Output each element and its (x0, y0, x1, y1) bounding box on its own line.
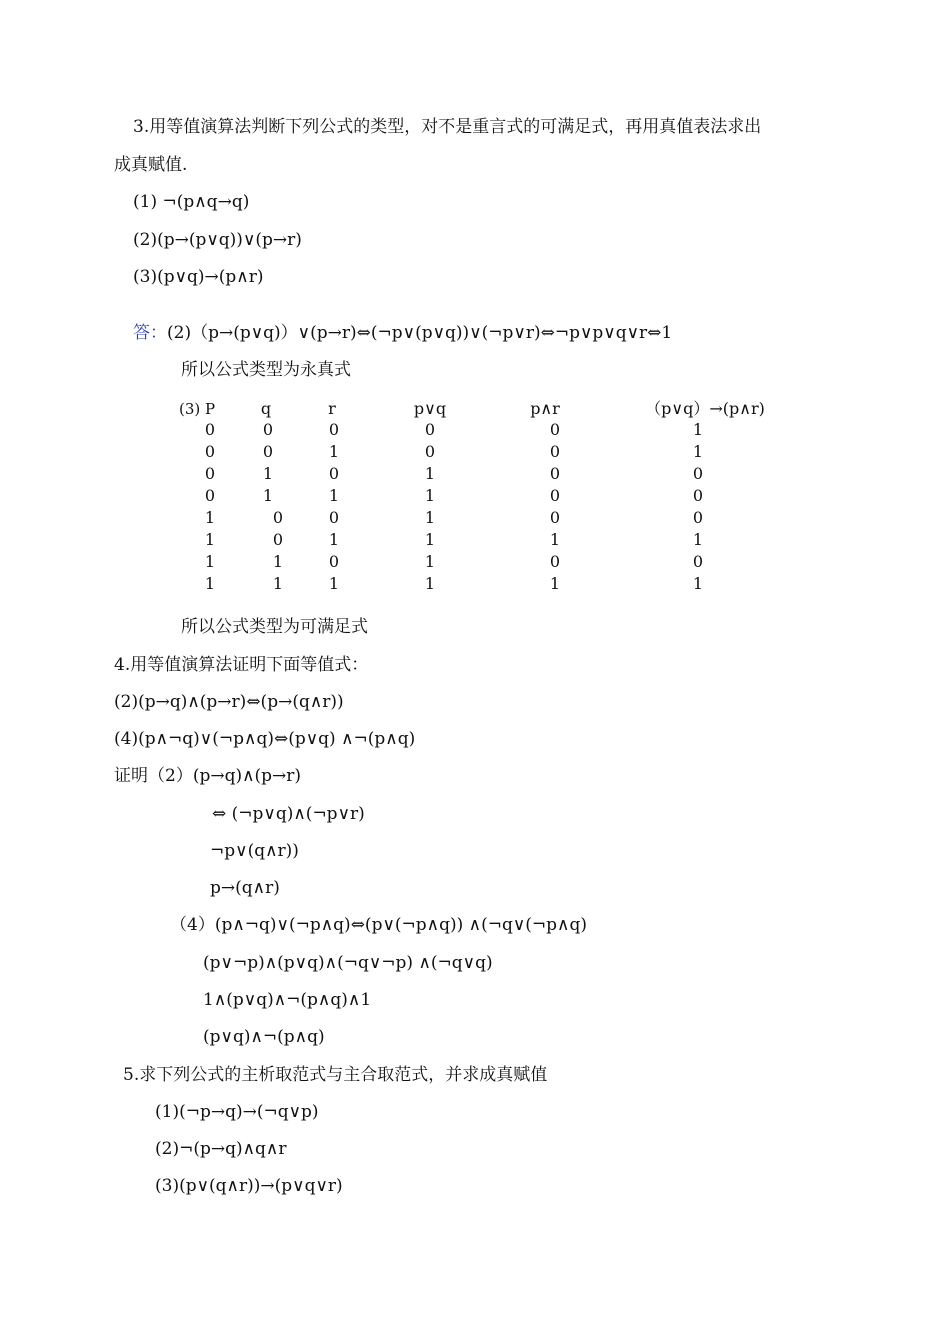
table-cell-implication: 1 (692, 530, 704, 549)
table-cell-implication: 0 (692, 486, 704, 505)
table-header-implication: （p∨q）→(p∧r) (645, 399, 765, 418)
table-cell-p: 0 (204, 486, 216, 505)
q4-title: 4.用等值演算法证明下面等值式： (114, 655, 369, 675)
table-cell-p-or-q: 1 (424, 552, 436, 571)
table-cell-p-or-q: 1 (424, 464, 436, 483)
table-cell-p-and-r: 0 (549, 552, 561, 571)
q5-title: 5.求下列公式的主析取范式与主合取范式，并求成真赋值 (123, 1065, 548, 1085)
table-cell-p-or-q: 1 (424, 486, 436, 505)
table-cell-r: 1 (328, 486, 340, 505)
table-cell-p: 0 (204, 420, 216, 439)
table-header-p-or-q: p∨q (413, 399, 447, 418)
q4-item-4: (4)(p∧¬q)∨(¬p∧q)⇔(p∨q) ∧¬(p∧q) (114, 729, 416, 749)
table-cell-p-and-r: 0 (549, 442, 561, 461)
table-cell-r: 1 (328, 530, 340, 549)
table-header-p-and-r: p∧r (530, 399, 560, 418)
table-cell-r: 0 (328, 508, 340, 527)
answer-label: 答： (133, 323, 167, 343)
table-cell-p: 1 (204, 508, 216, 527)
table-cell-p-and-r: 1 (549, 530, 561, 549)
table-header-q: q (260, 399, 272, 418)
table-cell-q: 1 (262, 464, 274, 483)
table-cell-p-or-q: 1 (424, 574, 436, 593)
table-cell-p-and-r: 0 (549, 486, 561, 505)
table-cell-p: 1 (204, 552, 216, 571)
table-header-p: (3) P (179, 400, 216, 418)
q5-item-3: (3)(p∨(q∧r))→(p∨q∨r) (155, 1176, 343, 1196)
table-cell-implication: 1 (692, 442, 704, 461)
table-cell-r: 1 (328, 442, 340, 461)
table-cell-q: 0 (272, 508, 284, 527)
table-cell-implication: 0 (692, 464, 704, 483)
table-cell-q: 1 (272, 552, 284, 571)
q3-answer-conclusion: 所以公式类型为永真式 (181, 360, 351, 380)
q5-item-1: (1)(¬p→q)→(¬q∨p) (155, 1102, 319, 1122)
table-cell-r: 0 (328, 420, 340, 439)
table-cell-r: 0 (328, 552, 340, 571)
q4-proof4-first: （4）(p∧¬q)∨(¬p∧q)⇔(p∨(¬p∧q)) ∧(¬q∨(¬p∧q) (170, 915, 588, 935)
table-cell-p-and-r: 0 (549, 508, 561, 527)
table-cell-q: 1 (272, 574, 284, 593)
q4-proof4-step-2: 1∧(p∨q)∧¬(p∧q)∧1 (203, 990, 372, 1010)
table-cell-p-or-q: 0 (424, 420, 436, 439)
q4-proof-label: 证明（2）(p→q)∧(p→r) (114, 766, 302, 786)
answer-formula: (2)（p→(p∨q)）∨(p→r)⇔(¬p∨(p∨q))∨(¬p∨r)⇔¬p∨p∨q∨r⇔1 (167, 323, 673, 343)
table-cell-p-and-r: 0 (549, 464, 561, 483)
q3-item-3: (3)(p∨q)→(p∧r) (133, 267, 264, 287)
table-cell-r: 0 (328, 464, 340, 483)
q3-item-1: (1) ¬(p∧q→q) (133, 192, 250, 212)
q4-proof2-step-3: p→(q∧r) (210, 878, 280, 898)
q4-proof2-step-1: ⇔ (¬p∨q)∧(¬p∨r) (212, 804, 365, 824)
table-cell-q: 0 (262, 442, 274, 461)
table-cell-r: 1 (328, 574, 340, 593)
q4-proof2-step-2: ¬p∨(q∧r)) (210, 841, 299, 861)
table-cell-q: 1 (262, 486, 274, 505)
table-cell-p-or-q: 1 (424, 508, 436, 527)
table-cell-implication: 0 (692, 552, 704, 571)
q4-proof4-step-1: (p∨¬p)∧(p∨q)∧(¬q∨¬p) ∧(¬q∨q) (203, 953, 493, 973)
table-cell-p: 1 (204, 530, 216, 549)
q3-intro-line1: 3.用等值演算法判断下列公式的类型，对不是重言式的可满足式，再用真值表法求出 (133, 117, 762, 137)
table-cell-p-and-r: 0 (549, 420, 561, 439)
table-cell-implication: 1 (692, 574, 704, 593)
table-cell-implication: 1 (692, 420, 704, 439)
q4-proof4-step-3: (p∨q)∧¬(p∧q) (203, 1027, 325, 1047)
table-cell-p: 0 (204, 442, 216, 461)
table-cell-p: 0 (204, 464, 216, 483)
q3-intro-line2: 成真赋值. (114, 155, 188, 175)
table-header-r: r (328, 399, 336, 418)
q5-item-2: (2)¬(p→q)∧q∧r (155, 1139, 287, 1159)
table-cell-p-and-r: 1 (549, 574, 561, 593)
table-cell-p-or-q: 0 (424, 442, 436, 461)
table-cell-q: 0 (272, 530, 284, 549)
table-cell-p-or-q: 1 (424, 530, 436, 549)
table-cell-p: 1 (204, 574, 216, 593)
q3-table-conclusion: 所以公式类型为可满足式 (181, 617, 368, 637)
q4-item-2: (2)(p→q)∧(p→r)⇔(p→(q∧r)) (114, 692, 344, 712)
table-cell-implication: 0 (692, 508, 704, 527)
q3-answer (133, 322, 672, 344)
table-cell-q: 0 (262, 420, 274, 439)
q3-item-2: (2)(p→(p∨q))∨(p→r) (133, 230, 302, 250)
